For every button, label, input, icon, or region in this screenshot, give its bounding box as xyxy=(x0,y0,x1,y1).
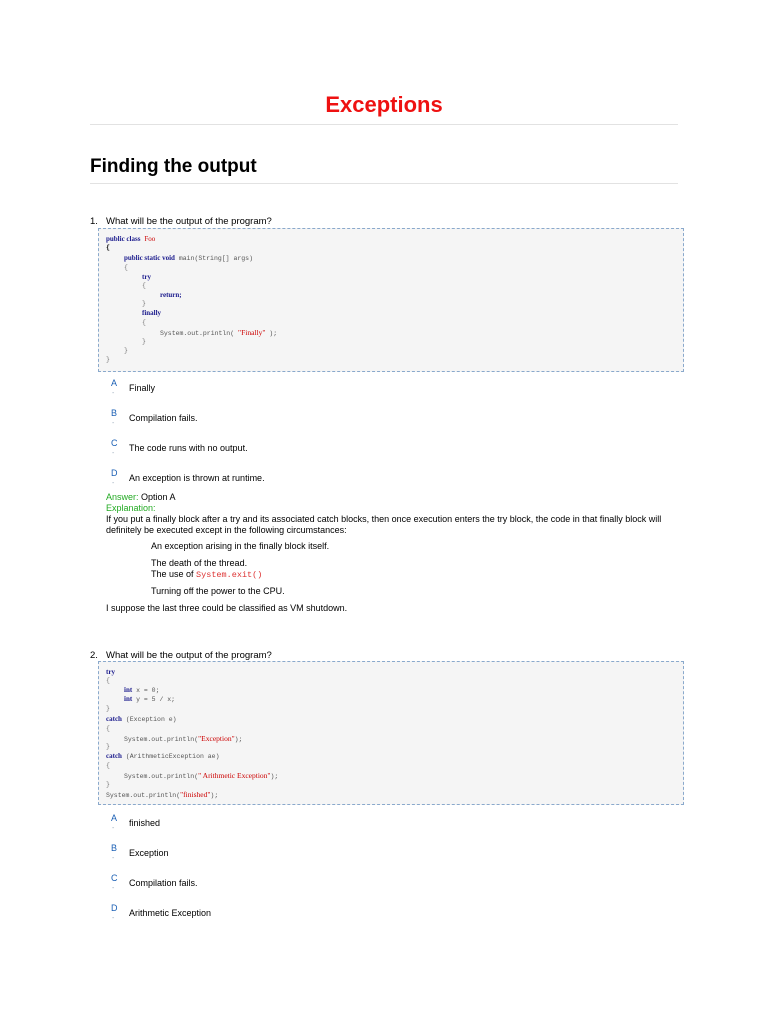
code-line: try xyxy=(142,273,151,281)
option-marker: - xyxy=(112,390,115,397)
circumstance-item: The death of the thread. xyxy=(151,558,248,568)
option-marker: - xyxy=(112,915,115,922)
code-line: int x = 0; xyxy=(124,686,160,694)
code-line: } xyxy=(142,338,146,345)
code-line: public class Foo xyxy=(106,235,156,243)
code-line: catch (Exception e) xyxy=(106,715,177,723)
option-marker: - xyxy=(112,885,115,892)
option-c-text: Compilation fails. xyxy=(129,878,198,888)
code-line: System.out.println(" Arithmetic Exception"); xyxy=(124,771,279,780)
option-a-text: finished xyxy=(129,818,161,828)
code-line: } xyxy=(106,356,110,363)
option-c-text: The code runs with no output. xyxy=(129,443,248,453)
option-marker: - xyxy=(112,420,115,427)
section-divider xyxy=(90,183,678,184)
section-title: Finding the output xyxy=(90,156,257,177)
question-1-number: 1. xyxy=(90,216,98,227)
code-line: catch (ArithmeticException ae) xyxy=(106,752,220,760)
page-title: Exceptions xyxy=(325,92,443,117)
code-line: } xyxy=(142,300,146,307)
option-b-letter[interactable]: B xyxy=(111,408,118,418)
code-line: System.out.println("finished"); xyxy=(106,790,219,799)
code-line: System.out.println("Exception"); xyxy=(124,734,243,743)
code-line: finally xyxy=(142,309,162,317)
circumstance-item: Turning off the power to the CPU. xyxy=(151,586,285,596)
option-a-letter[interactable]: A xyxy=(111,378,118,388)
option-a-text: Finally xyxy=(129,383,156,393)
explanation-label: Explanation: xyxy=(106,503,156,513)
option-marker: - xyxy=(112,825,115,832)
code-line: System.out.println( "Finally" ); xyxy=(160,328,278,337)
code-line: public static void main(String[] args) xyxy=(124,254,253,262)
code-line: { xyxy=(106,244,110,251)
question-2-prompt: What will be the output of the program? xyxy=(106,650,272,661)
circumstance-item: The use of System.exit() xyxy=(151,569,263,580)
code-line: { xyxy=(124,264,128,271)
code-line: } xyxy=(106,743,110,750)
option-marker: - xyxy=(112,480,115,487)
option-b-letter[interactable]: B xyxy=(111,843,118,853)
code-line: { xyxy=(106,725,110,732)
option-b-text: Compilation fails. xyxy=(129,413,198,423)
option-a-letter[interactable]: A xyxy=(111,813,118,823)
question-1-code-block xyxy=(98,228,684,372)
code-line: } xyxy=(124,347,128,354)
option-d-letter[interactable]: D xyxy=(111,468,118,478)
explanation-closing: I suppose the last three could be classified as VM shutdown. xyxy=(106,603,348,613)
code-line: { xyxy=(142,282,146,289)
answer: Answer: Option A xyxy=(106,492,176,502)
circumstance-item: An exception arising in the finally block itself. xyxy=(151,541,330,551)
code-line: } xyxy=(106,781,110,788)
title-divider xyxy=(90,124,678,125)
option-b-text: Exception xyxy=(129,848,169,858)
question-2-number: 2. xyxy=(90,650,98,661)
question-2-code-block xyxy=(98,661,684,805)
code-line: { xyxy=(142,319,146,326)
code-line: { xyxy=(106,762,110,769)
option-d-text: Arithmetic Exception xyxy=(129,908,212,918)
option-d-letter[interactable]: D xyxy=(111,903,118,913)
question-1-prompt: What will be the output of the program? xyxy=(106,216,272,227)
option-c-letter[interactable]: C xyxy=(111,873,118,883)
code-line: return; xyxy=(160,291,182,299)
code-line: int y = 5 / x; xyxy=(124,695,176,703)
option-c-letter[interactable]: C xyxy=(111,438,118,448)
option-marker: - xyxy=(112,855,115,862)
option-d-text: An exception is thrown at runtime. xyxy=(129,473,265,483)
code-line: { xyxy=(106,677,110,684)
option-marker: - xyxy=(112,450,115,457)
explanation-text: If you put a finally block after a try and its associated catch blocks, then once execution enters the try block, the code in that finally block will definitely be executed except in the following circumstances: xyxy=(106,514,662,535)
code-line: } xyxy=(106,705,110,712)
code-line: try xyxy=(106,668,115,676)
